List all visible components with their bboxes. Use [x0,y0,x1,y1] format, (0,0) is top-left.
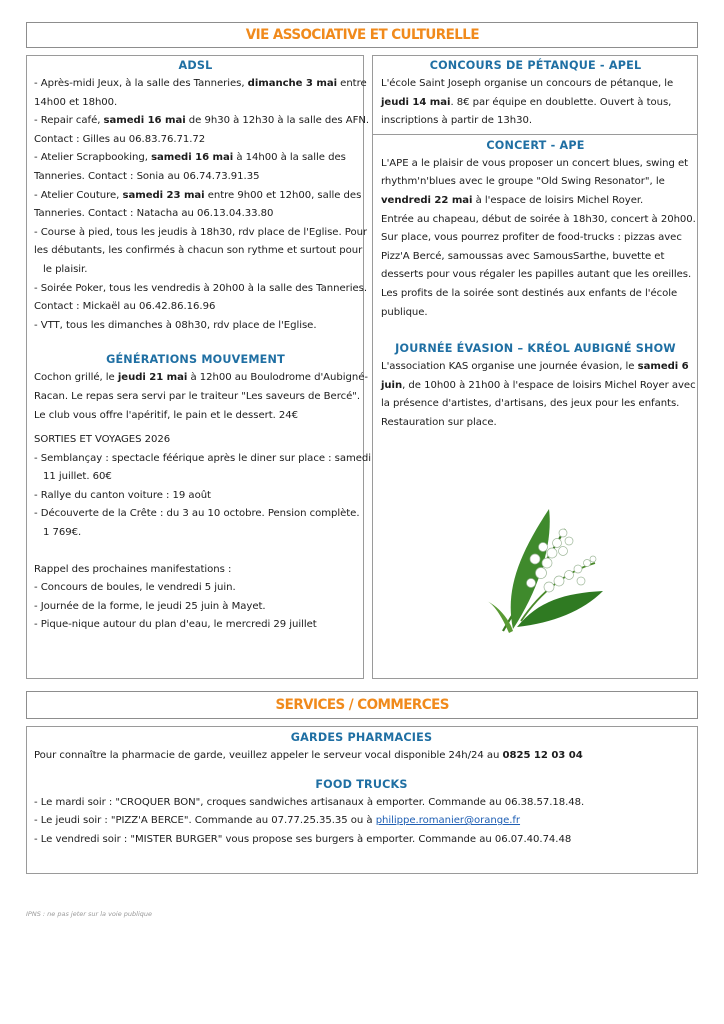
banner-title: SERVICES / COMMERCES [275,697,449,713]
concert-line: Sur place, vous pourrez profiter de food-trucks : pizzas avec [381,232,682,244]
petanque-line: inscriptions à partir de 13h30. [381,115,533,127]
gen-line: SORTIES ET VOYAGES 2026 [34,434,171,446]
evasion-line: juin, de 10h00 à 21h00 à l'espace de loisirs Michel Royer avec [381,379,696,391]
concert-line: Les profits de la soirée sont destinés aux enfants de l'école [381,287,678,299]
gen-line: Racan. Le repas sera servi par le traiteur "Les saveurs de Bercé". [34,390,361,402]
adsl-line: - Atelier Scrapbooking, samedi 16 mai à 14h00 à la salle des [34,152,346,164]
gen-line: - Concours de boules, le vendredi 5 juin. [34,582,236,594]
adsl-line: - Après-midi Jeux, à la salle des Tanneries, dimanche 3 mai entre [34,78,367,89]
concert-line: rhythm'n'blues avec le groupe "Old Swing Resonator", le [381,176,665,188]
adsl-line: - Course à pied, tous les jeudis à 18h30, rdv place de l'Eglise. Pour [34,226,368,238]
gen-line: 1 769€. [43,527,82,539]
divider [373,134,697,135]
evasion-line: L'association KAS organise une journée évasion, le samedi 6 [381,361,689,373]
pharmacy-line: Pour connaître la pharmacie de garde, veuillez appeler le serveur vocal disponible 24h/24 au 0825 12 03 04 [34,750,583,761]
adsl-line: le plaisir. [43,263,88,275]
section-title-concert: CONCERT - APE [486,138,585,152]
gen-line: - Pique-nique autour du plan d'eau, le mercredi 29 juillet [34,619,317,631]
concert-line: Pizz'A Bercé, samoussas avec SamousSarthe, buvette et [381,250,665,262]
petanque-line: jeudi 14 mai. 8€ par équipe en doublette. Ouvert à tous, [381,96,672,108]
gen-line: Rappel des prochaines manifestations : [34,563,232,575]
concert-line: L'APE a le plaisir de vous proposer un concert blues, swing et [381,157,689,169]
concert-line: vendredi 22 mai à l'espace de loisirs Michel Royer. [381,194,644,206]
food-truck-line: - Le mardi soir : "CROQUER BON", croques sandwiches artisanaux à emporter. Commande au 06.38.57.18.48. [34,796,585,808]
section-title-adsl: ADSL [178,59,213,72]
concert-line: Entrée au chapeau, début de soirée à 18h30, concert à 20h00. [381,213,696,225]
gen-line: Le club vous offre l'apéritif, le pain et le dessert. 24€ [34,409,299,421]
adsl-line: - Repair café, samedi 16 mai de 9h30 à 12h30 à la salle des AFN. [34,115,370,127]
section-title-pharmacies: GARDES PHARMACIES [290,731,433,744]
petanque-line: L'école Saint Joseph organise un concours de pétanque, le [381,78,674,89]
adsl-line: - VTT, tous les dimanches à 08h30, rdv place de l'Eglise. [34,319,317,331]
adsl-line: - Atelier Couture, samedi 23 mai entre 9h00 et 12h00, salle des [34,189,362,201]
section-title-petanque: CONCOURS DE PÉTANQUE - APEL [429,59,642,72]
concert-line: publique. [381,306,428,318]
gen-line: - Journée de la forme, le jeudi 25 juin à Mayet. [34,600,266,612]
footer-note: IPNS : ne pas jeter sur la voie publique [26,910,153,918]
gen-line: Cochon grillé, le jeudi 21 mai à 12h00 au Boulodrome d'Aubigné- [34,372,368,384]
lily-of-the-valley-image [483,501,613,641]
section-title-generations: GÉNÉRATIONS MOUVEMENT [106,353,285,367]
concert-line: desserts pour vous régaler les papilles autant que les oreilles. [381,269,692,281]
adsl-line: Tanneries. Contact : Natacha au 06.13.04.33.80 [34,208,274,220]
adsl-line: Contact : Mickaël au 06.42.86.16.96 [34,301,216,313]
food-truck-line: - Le vendredi soir : "MISTER BURGER" vous propose ses burgers à emporter. Commande au 06.07.40.74.48 [34,833,572,845]
adsl-line: Contact : Gilles au 06.83.76.71.72 [34,133,206,145]
evasion-line: Restauration sur place. [381,416,497,428]
adsl-line: 14h00 et 18h00. [34,96,118,108]
gen-line: - Découverte de la Crête : du 3 au 10 octobre. Pension complète. [34,508,360,520]
right-column [372,55,698,679]
adsl-line: - Soirée Poker, tous les vendredis à 20h00 à la salle des Tanneries. [34,282,367,294]
pharmacy-number: 0825 12 03 04 [502,750,583,761]
services-box [26,726,698,874]
gen-line: 11 juillet. 60€ [43,471,112,483]
adsl-line: Tanneries. Contact : Sonia au 06.74.73.91.35 [34,170,260,182]
section-title-evasion: JOURNÉE ÉVASION – KRÉOL AUBIGNÉ SHOW [395,342,676,356]
adsl-line: les débutants, les confirmés à chacun son rythme et surtout pour [34,245,363,257]
gen-line: - Rallye du canton voiture : 19 août [34,489,211,501]
email-link[interactable]: philippe.romanier@orange.fr [375,815,521,827]
gen-line: - Semblançay : spectacle féérique après le diner sur place : samedi [34,452,372,464]
section-banner-culture [26,22,698,48]
section-title-food-trucks: FOOD TRUCKS [315,777,408,791]
section-banner-services [26,691,698,719]
left-column [26,55,372,679]
evasion-line: la présence d'artistes, d'artisans, des jeux pour les enfants. [381,398,680,410]
food-truck-line: - Le jeudi soir : "PIZZ'A BERCE". Commande au 07.77.25.35.35 ou à philippe.romanier@orange.fr [34,815,521,827]
banner-title: VIE ASSOCIATIVE ET CULTURELLE [245,27,479,43]
